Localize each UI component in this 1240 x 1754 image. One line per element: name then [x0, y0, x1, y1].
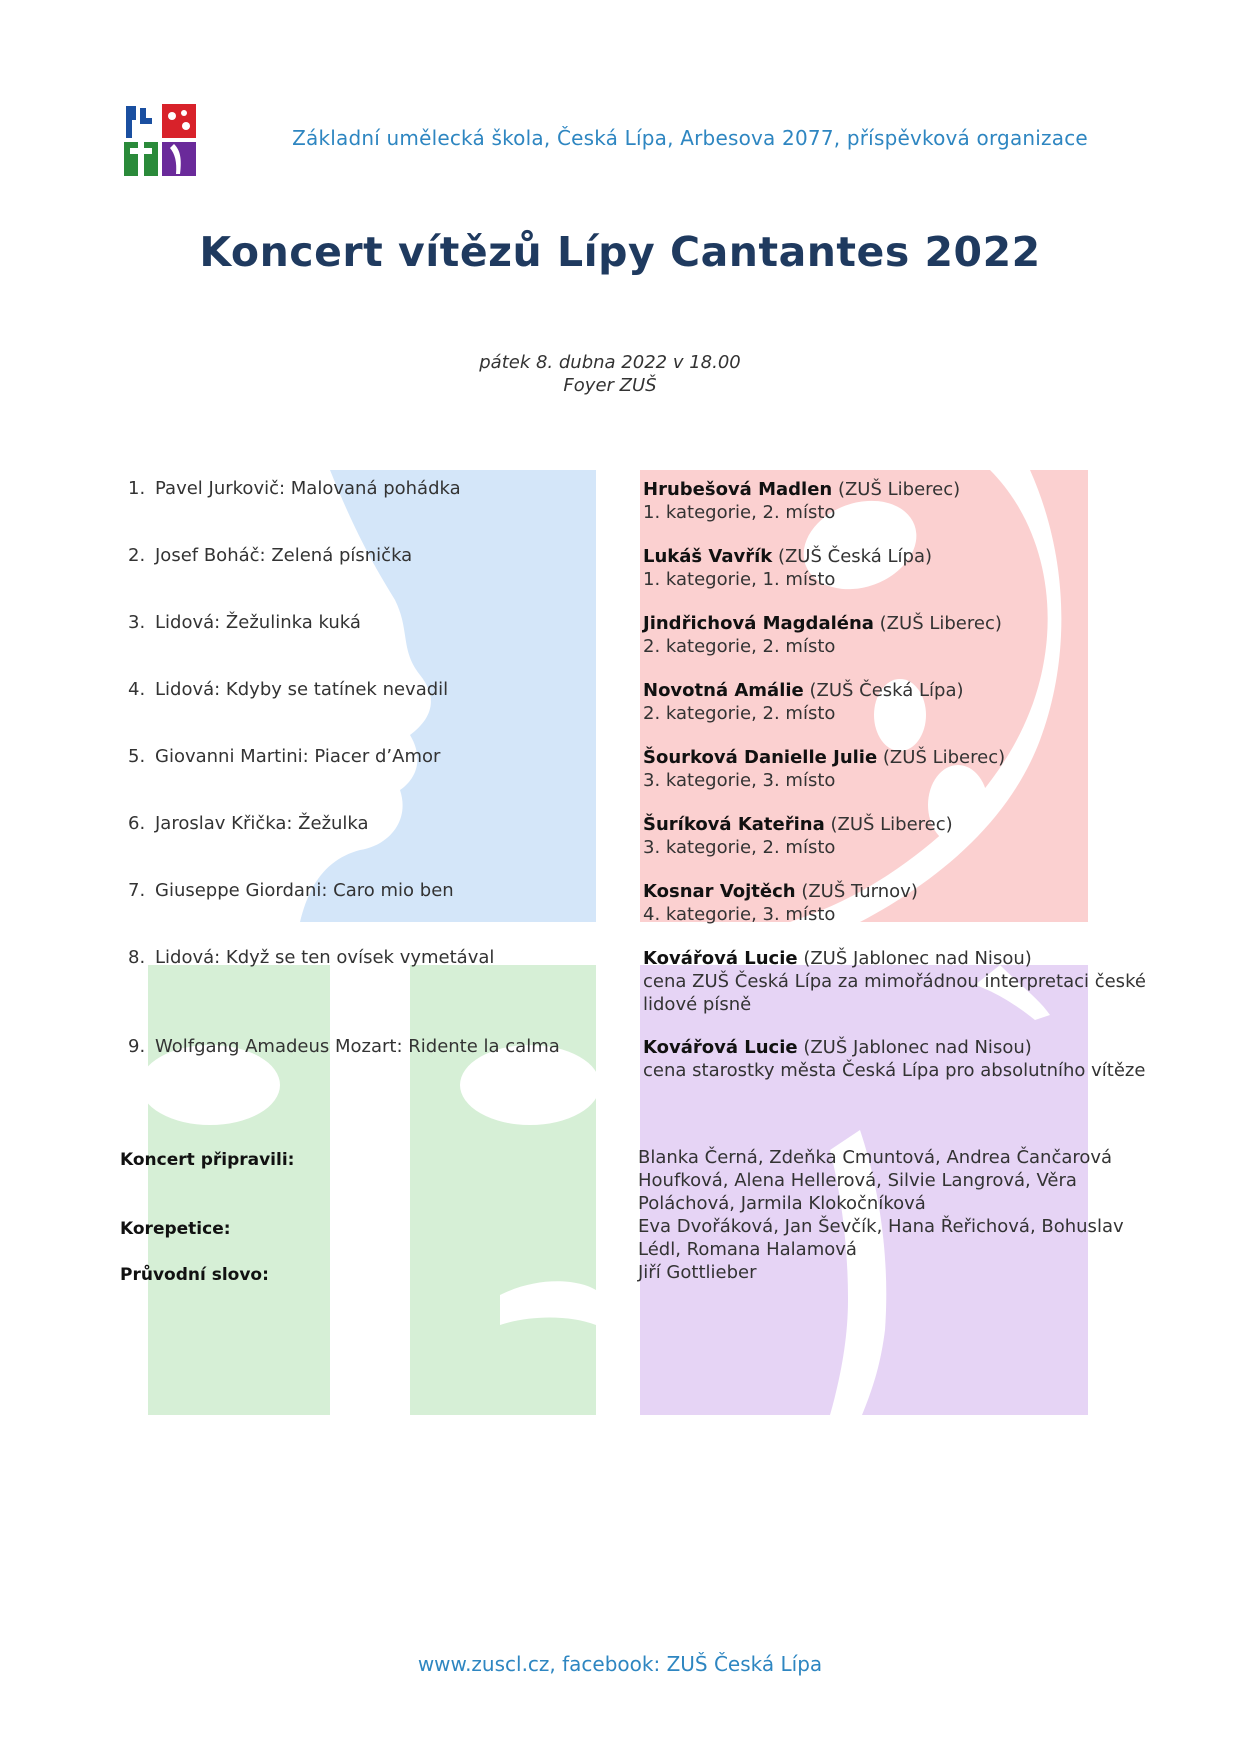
performer-name: Kovářová Lucie: [643, 1037, 798, 1058]
program-item-piece: Lidová: Když se ten ovísek vymetával: [155, 947, 495, 968]
performer-award: 3. kategorie, 2. místo: [643, 837, 836, 858]
school-name: Základní umělecká škola, Česká Lípa, Arbesova 2077, příspěvková organizace: [292, 126, 1088, 150]
program-item-number: 3.: [128, 612, 146, 633]
performer-school: (ZUŠ Liberec): [873, 613, 1002, 634]
footer-links[interactable]: www.zuscl.cz, facebook: ZUŠ Česká Lípa: [417, 1652, 823, 1676]
credits-accompaniment-label: Korepetice:: [120, 1219, 231, 1239]
performer-line: [643, 880, 1203, 903]
performer-line: [643, 679, 1203, 702]
performer-name: Hrubešová Madlen: [643, 479, 833, 500]
performer-award: cena ZUŠ Česká Lípa za mimořádnou interpretaci české lidové písně: [643, 971, 1146, 1015]
program-item-number: 6.: [128, 813, 146, 834]
bg-green-eye-left: [140, 1045, 280, 1125]
performer-school: (ZUŠ Jablonec nad Nisou): [797, 1037, 1032, 1058]
program-item-piece: Lidová: Kdyby se tatínek nevadil: [155, 679, 449, 700]
event-date: pátek 8. dubna 2022 v 18.00: [479, 352, 741, 373]
program-item-piece: Lidová: Žežulinka kuká: [155, 612, 361, 633]
program-item-number: 5.: [128, 746, 146, 767]
performer-school: (ZUŠ Liberec): [824, 814, 953, 835]
program-item-piece: Jaroslav Křička: Žežulka: [155, 813, 369, 834]
performer-name: Novotná Amálie: [643, 680, 804, 701]
program-item-number: 7.: [128, 880, 146, 901]
performer-name: Jindřichová Magdaléna: [643, 613, 874, 634]
performer-line: [643, 612, 1203, 635]
performer-line: [643, 746, 1203, 769]
program-item-piece: Giovanni Martini: Piacer d’Amor: [155, 746, 441, 767]
program-item-piece: Pavel Jurkovič: Malovaná pohádka: [155, 478, 461, 499]
program-item-number: 1.: [128, 478, 146, 499]
credits-speech-value: Jiří Gottlieber: [638, 1262, 757, 1283]
performer-award: cena starostky města Česká Lípa pro absolutního vítěze: [643, 1060, 1146, 1081]
bg-green-gap: [330, 965, 410, 1415]
program-item-performer-block: [643, 1036, 1203, 1082]
program-item-piece: Josef Boháč: Zelená písnička: [155, 545, 413, 566]
program-item-performer-block: [643, 746, 1203, 792]
performer-school: (ZUŠ Jablonec nad Nisou): [797, 948, 1032, 969]
performer-line: [643, 1036, 1203, 1059]
program-item-performer-block: [643, 679, 1203, 725]
performer-award: 1. kategorie, 2. místo: [643, 502, 836, 523]
performer-school: (ZUŠ Česká Lípa): [803, 680, 964, 701]
performer-line: [643, 478, 1203, 501]
performer-school: (ZUŠ Turnov): [795, 881, 918, 902]
program-item-performer-block: [643, 813, 1203, 859]
performer-name: Šuríková Kateřina: [643, 814, 825, 835]
credits-prepared-label: Koncert připravili:: [120, 1150, 295, 1170]
performer-school: (ZUŠ Česká Lípa): [772, 546, 933, 567]
performer-line: [643, 545, 1203, 568]
performer-name: Kosnar Vojtěch: [643, 881, 796, 902]
program-item-piece: Wolfgang Amadeus Mozart: Ridente la calma: [155, 1036, 560, 1057]
event-place: Foyer ZUŠ: [563, 375, 657, 396]
bg-green-eye-right: [460, 1045, 600, 1125]
program-item-performer-block: [643, 545, 1203, 591]
credits-speech-label: Průvodní slovo:: [120, 1265, 269, 1285]
page-title: Koncert vítězů Lípy Cantantes 2022: [199, 228, 1041, 276]
credits-accompaniment-value: Eva Dvořáková, Jan Ševčík, Hana Řeřichová, Bohuslav Lédl, Romana Halamová: [638, 1216, 1124, 1260]
program-item-performer-block: [643, 880, 1203, 926]
performer-award: 2. kategorie, 2. místo: [643, 636, 836, 657]
program-item-performer-block: [643, 947, 1203, 1016]
performer-line: [643, 813, 1203, 836]
performer-school: (ZUŠ Liberec): [877, 747, 1006, 768]
performer-name: Šourková Danielle Julie: [643, 747, 878, 768]
program-item-piece: Giuseppe Giordani: Caro mio ben: [155, 880, 454, 901]
program-item-number: 4.: [128, 679, 146, 700]
performer-name: Lukáš Vavřík: [643, 546, 773, 567]
program-item-performer-block: [643, 612, 1203, 658]
performer-award: 4. kategorie, 3. místo: [643, 904, 836, 925]
school-logo-icon: [124, 104, 196, 176]
performer-line: [643, 947, 1203, 970]
program-item-number: 8.: [128, 947, 146, 968]
program-item-number: 9.: [128, 1036, 146, 1057]
performer-school: (ZUŠ Liberec): [832, 479, 961, 500]
performer-award: 2. kategorie, 2. místo: [643, 703, 836, 724]
credits-prepared-value: Blanka Černá, Zdeňka Cmuntová, Andrea Čančarová Houfková, Alena Hellerová, Silvie Langrová, Věra Poláchová, Jarmila Klokočníková: [638, 1147, 1113, 1214]
performer-award: 1. kategorie, 1. místo: [643, 569, 836, 590]
performer-award: 3. kategorie, 3. místo: [643, 770, 836, 791]
program-item-number: 2.: [128, 545, 146, 566]
program-item-performer-block: [643, 478, 1203, 524]
performer-name: Kovářová Lucie: [643, 948, 798, 969]
